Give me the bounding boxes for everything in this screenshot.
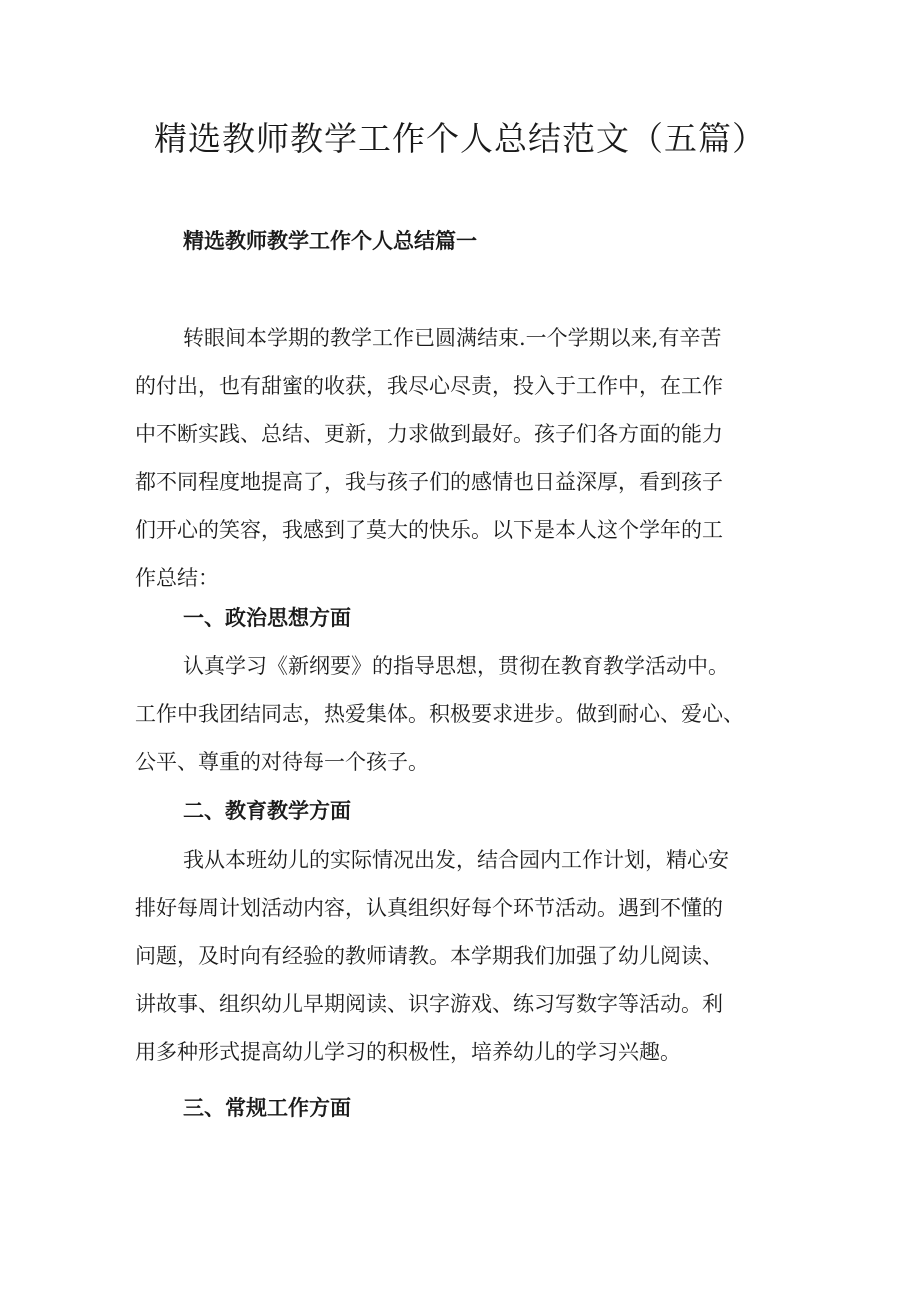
paragraph-line: 认真学习《新纲要》的指导思想，贯彻在教育教学活动中。 (183, 654, 729, 678)
paragraph-line: 排好每周计划活动内容，认真组织好每个环节活动。遇到不懂的 (135, 896, 723, 920)
intro-paragraph (135, 314, 795, 602)
document-title: 精选教师教学工作个人总结范文（五篇） (154, 119, 766, 158)
paragraph-line: 们开心的笑容，我感到了莫大的快乐。以下是本人这个学年的工 (135, 518, 723, 542)
politics-paragraph (135, 642, 795, 786)
paragraph-line: 作总结： (135, 566, 219, 590)
paragraph-line: 工作中我团结同志，热爱集体。积极要求进步。做到耐心、爱心、 (135, 702, 744, 726)
paragraph-line: 讲故事、组织幼儿早期阅读、识字游戏、练习写数字等活动。利 (135, 992, 723, 1016)
paragraph-line: 转眼间本学期的教学工作已圆满结束.一个学期以来,有辛苦 (183, 326, 722, 350)
paragraph-line: 我从本班幼儿的实际情况出发，结合园内工作计划，精心安 (183, 848, 729, 872)
paragraph-line: 都不同程度地提高了，我与孩子们的感情也日益深厚，看到孩子 (135, 470, 723, 494)
section-heading-routine: 三、常规工作方面 (183, 1096, 351, 1120)
paragraph-line: 公平、尊重的对待每一个孩子。 (135, 750, 429, 774)
paragraph-line: 中不断实践、总结、更新，力求做到最好。孩子们各方面的能力 (135, 422, 723, 446)
teaching-paragraph (135, 836, 795, 1076)
section-heading-politics: 一、政治思想方面 (183, 606, 351, 630)
paragraph-line: 问题，及时向有经验的教师请教。本学期我们加强了幼儿阅读、 (135, 944, 723, 968)
article-subtitle: 精选教师教学工作个人总结篇一 (183, 229, 477, 253)
section-heading-teaching: 二、教育教学方面 (183, 799, 351, 823)
paragraph-line: 的付出，也有甜蜜的收获，我尽心尽责，投入于工作中，在工作 (135, 374, 723, 398)
paragraph-line: 用多种形式提高幼儿学习的积极性，培养幼儿的学习兴趣。 (135, 1040, 681, 1064)
